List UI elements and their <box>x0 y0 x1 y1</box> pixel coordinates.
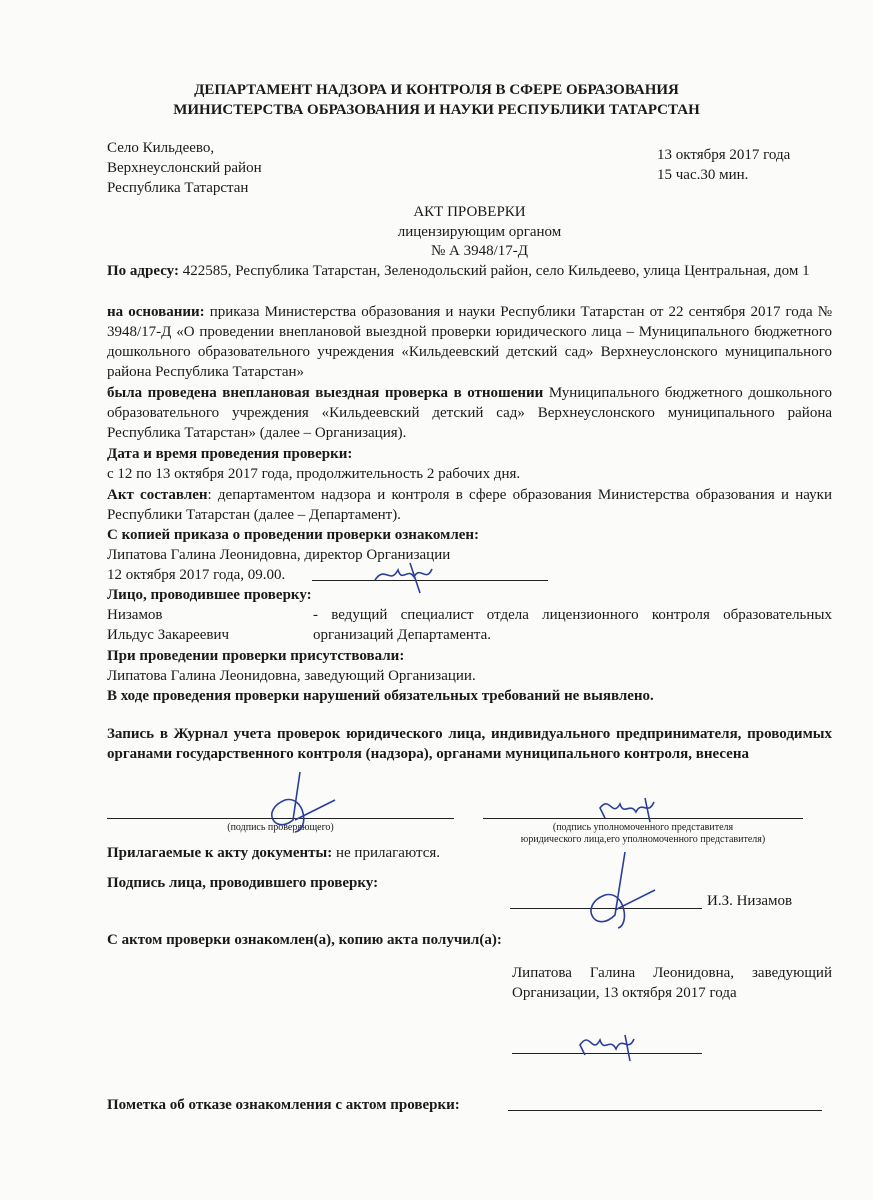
period-label: Дата и время проведения проверки: <box>107 446 353 462</box>
act-time: 15 час.30 мин. <box>657 167 749 183</box>
inspector-label: Лицо, проводившее проверку: <box>107 587 312 603</box>
refusal-line[interactable] <box>508 1110 822 1111</box>
act-number: № А 3948/17-Д <box>430 243 529 259</box>
signature-image <box>255 770 345 840</box>
journal-paragraph: Запись в Журнал учета проверок юридического лица, индивидуального предпринимателя, проводимых органами государственного контроля (надзора), органами муниципального контроля, внесена <box>107 726 832 762</box>
result-text: В ходе проведения проверки нарушений обязательных требований не выявлено. <box>107 688 654 704</box>
signature-image <box>570 1025 650 1063</box>
act-title: АКТ ПРОВЕРКИ <box>413 204 526 220</box>
received-label: С актом проверки ознакомлен(а), копию акта получил(а): <box>107 932 502 948</box>
header-line-2: МИНИСТЕРСТВА ОБРАЗОВАНИЯ И НАУКИ РЕСПУБЛИКИ ТАТАРСТАН <box>173 102 700 118</box>
present-label: При проведении проверки присутствовали: <box>107 648 405 664</box>
act-date: 13 октября 2017 года <box>657 147 791 163</box>
act-subtitle: лицензирующим органом <box>397 224 562 240</box>
compiled-paragraph: Акт составлен: департаментом надзора и контроля в сфере образования Министерства образования и науки Республики Татарстан (далее – Департамент). <box>107 487 832 523</box>
order-acquainted-label: С копией приказа о проведении проверки ознакомлен: <box>107 527 480 543</box>
signature-image <box>570 850 660 935</box>
inspector-name: Низамов Ильдус Закареевич <box>107 607 230 643</box>
representative-signature-caption: (подпись уполномоченного представителя юридического лица,его уполномоченного представителя) <box>520 822 766 845</box>
period-text: с 12 по 13 октября 2017 года, продолжительность 2 рабочих дня. <box>107 466 521 482</box>
header-line-1: ДЕПАРТАМЕНТ НАДЗОРА И КОНТРОЛЯ В СФЕРЕ ОБРАЗОВАНИЯ <box>194 82 679 98</box>
address-paragraph: По адресу: 422585, Республика Татарстан, Зеленодольский район, село Кильдеево, улица Центральная, дом 1 <box>107 263 810 279</box>
refusal-label: Пометка об отказе ознакомления с актом проверки: <box>107 1097 460 1113</box>
inspector-position: - ведущий специалист отдела лицензионного контроля образовательных организаций Департамента. <box>313 607 832 643</box>
signature-image <box>590 790 670 825</box>
place-village: Село Кильдеево, <box>107 140 215 156</box>
present-text: Липатова Галина Леонидовна, заведующий Организации. <box>107 668 476 684</box>
order-acquainted-when: 12 октября 2017 года, 09.00. <box>107 567 286 583</box>
basis-paragraph: на основании: приказа Министерства образования и науки Республики Татарстан от 22 сентября 2017 года № 3948/17-Д «О проведении внеплановой выездной проверки юридического лица – Муниципального бюджетного дошкольного образовательного учреждения «Кильдеевский детский сад» Верхнеуслонского муниципального района Республика Татарстан» <box>107 304 833 380</box>
place-republic: Республика Татарстан <box>107 180 249 196</box>
inspector-sign-name: И.З. Низамов <box>707 893 793 909</box>
order-acquainted-person: Липатова Галина Леонидовна, директор Организации <box>107 547 451 563</box>
received-text: Липатова Галина Леонидовна, заведующий Организации, 13 октября 2017 года <box>512 965 832 1001</box>
place-district: Верхнеуслонский район <box>107 160 262 176</box>
conducted-paragraph: была проведена внеплановая выездная проверка в отношении Муниципального бюджетного дошкольного образовательного учреждения «Кильдеевский детский сад» Верхнеуслонского муниципального района Республика Татарстан» (далее – Организация). <box>107 385 833 441</box>
inspector-sign-label: Подпись лица, проводившего проверку: <box>107 875 379 891</box>
inspector-signature-caption: (подпись проверяющего) <box>227 822 334 833</box>
date-block <box>657 145 790 185</box>
attached-paragraph: Прилагаемые к акту документы: не прилагаются. <box>107 845 440 861</box>
place-block <box>107 138 262 198</box>
